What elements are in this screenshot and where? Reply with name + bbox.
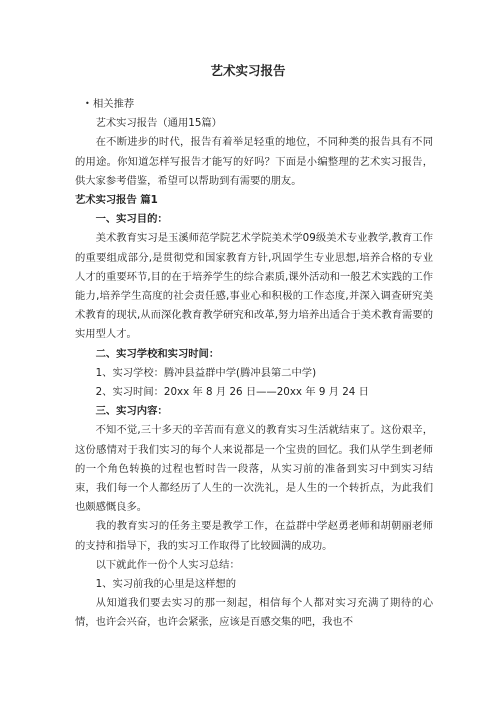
bullet-icon: • bbox=[85, 99, 90, 108]
heading-purpose: 一、实习目的： bbox=[95, 213, 168, 226]
content-paragraph-4: 从知道我们要去实习的那一刻起，相信每个人都对实习充满了期待的心情，也许会兴奋，也许会紧张，应该是百感交集的吧，我也不 bbox=[75, 597, 433, 629]
intro-paragraph: 在不断进步的时代，报告有着举足轻重的地位，不同种类的报告具有不同的用途。你知道怎样写报告才能写的好吗？下面是小编整理的艺术实习报告，供大家参考借鉴，希望可以帮助到有需要的朋友。 bbox=[75, 136, 433, 187]
related-link[interactable]: 相关推荐 bbox=[93, 98, 135, 110]
purpose-paragraph: 美术教育实习是玉溪师范学院艺术学院美术学09级美术专业教学,教育工作的重要组成部分,是贯彻党和国家教育方针,巩固学生专业思想,培养合格的专业人才的重要环节,目的在于培养学生的综合素质,课外活动和一般艺术实践的工作能力,培养学生高度的社会责任感,事业心和积极的工作态度,并深入调查研究美术教育的现状,从而深化教育教学研究和改革,努力培养出适合于美术教育需要的实用型人才。 bbox=[75, 232, 433, 341]
content-paragraph-2: 我的教育实习的任务主要是教学工作，在益群中学赵勇老师和胡朝丽老师的支持和指导下，我的实习工作取得了比较圆满的成功。 bbox=[75, 520, 433, 552]
time-line: 2、实习时间：20xx 年 8 月 26 日——20xx 年 9 月 24 日 bbox=[95, 386, 369, 399]
list-item-1: 1、实习前我的心里是这样想的 bbox=[95, 578, 237, 591]
document-title: 艺术实习报告 bbox=[210, 63, 286, 78]
related-link-item[interactable] bbox=[75, 94, 433, 114]
heading-content: 三、实习内容： bbox=[95, 405, 168, 418]
content-paragraph-3: 以下就此作一份个人实习总结： bbox=[95, 558, 240, 571]
heading-school-time: 二、实习学校和实习时间： bbox=[95, 347, 220, 360]
document-body bbox=[75, 94, 433, 633]
section-heading: 艺术实习报告 篇1 bbox=[75, 194, 158, 207]
subtitle: 艺术实习报告（通用15篇） bbox=[95, 117, 222, 130]
school-line: 1、实习学校：腾冲县益群中学(腾冲县第二中学) bbox=[95, 366, 317, 379]
content-paragraph-1: 不知不觉,三十多天的辛苦而有意义的教育实习生活就结束了。这份艰辛，这份感情对于我们实习的每个人来说都是一个宝贵的回忆。我们从学生到老师的一个角色转换的过程也暂时告一段落，从实习前的准备到实习中到实习结束，我们每一个人都经历了人生的一次洗礼，是人生的一个转折点，为此我们也颇感慨良多。 bbox=[75, 424, 433, 514]
